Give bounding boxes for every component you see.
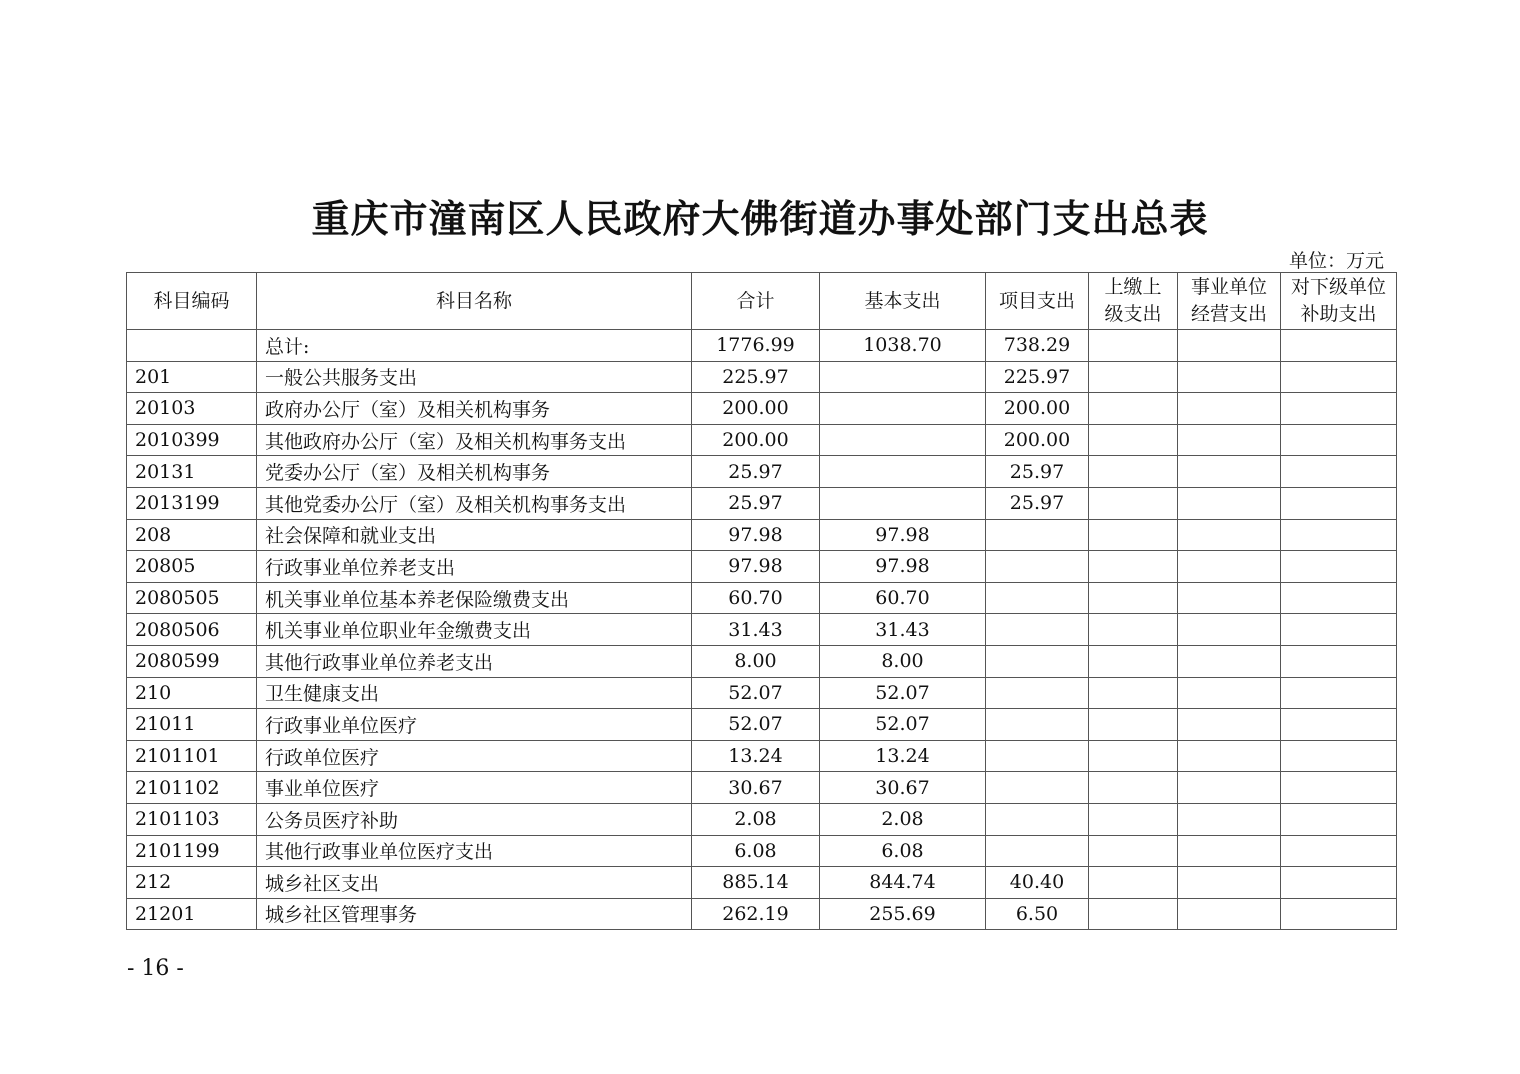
cell-name: 其他行政事业单位养老支出 bbox=[257, 645, 692, 677]
cell-basic bbox=[820, 361, 986, 393]
cell-code: 2101102 bbox=[127, 772, 257, 804]
cell-code: 210 bbox=[127, 677, 257, 709]
cell-business bbox=[1178, 772, 1281, 804]
cell-basic: 52.07 bbox=[820, 677, 986, 709]
cell-upper bbox=[1089, 424, 1178, 456]
cell-upper bbox=[1089, 614, 1178, 646]
cell-code: 2080505 bbox=[127, 582, 257, 614]
cell-subsidy bbox=[1281, 487, 1397, 519]
cell-code: 20103 bbox=[127, 393, 257, 425]
unit-label: 单位：万元 bbox=[1288, 250, 1384, 272]
table-row bbox=[127, 330, 1397, 362]
cell-name: 其他政府办公厅（室）及相关机构事务支出 bbox=[257, 424, 692, 456]
cell-subsidy bbox=[1281, 519, 1397, 551]
table-row bbox=[127, 803, 1397, 835]
cell-subsidy bbox=[1281, 740, 1397, 772]
table-row bbox=[127, 361, 1397, 393]
cell-project bbox=[986, 772, 1089, 804]
cell-business bbox=[1178, 677, 1281, 709]
header-upper: 上缴上级支出 bbox=[1089, 273, 1178, 330]
cell-code: 21201 bbox=[127, 898, 257, 930]
cell-business bbox=[1178, 898, 1281, 930]
cell-basic bbox=[820, 393, 986, 425]
cell-subsidy bbox=[1281, 614, 1397, 646]
cell-business bbox=[1178, 740, 1281, 772]
cell-upper bbox=[1089, 487, 1178, 519]
cell-upper bbox=[1089, 551, 1178, 583]
table-row bbox=[127, 740, 1397, 772]
cell-code: 2080506 bbox=[127, 614, 257, 646]
cell-total: 52.07 bbox=[692, 709, 820, 741]
table-row bbox=[127, 551, 1397, 583]
cell-business bbox=[1178, 709, 1281, 741]
cell-project bbox=[986, 677, 1089, 709]
cell-total: 13.24 bbox=[692, 740, 820, 772]
cell-total: 30.67 bbox=[692, 772, 820, 804]
cell-upper bbox=[1089, 898, 1178, 930]
cell-business bbox=[1178, 582, 1281, 614]
header-subsidy: 对下级单位补助支出 bbox=[1281, 273, 1397, 330]
cell-basic: 97.98 bbox=[820, 519, 986, 551]
cell-upper bbox=[1089, 709, 1178, 741]
table-header-row bbox=[127, 273, 1397, 330]
cell-business bbox=[1178, 424, 1281, 456]
cell-total: 262.19 bbox=[692, 898, 820, 930]
cell-upper bbox=[1089, 803, 1178, 835]
table-row bbox=[127, 709, 1397, 741]
cell-code: 2101199 bbox=[127, 835, 257, 867]
header-code: 科目编码 bbox=[127, 273, 257, 330]
cell-project: 200.00 bbox=[986, 393, 1089, 425]
cell-business bbox=[1178, 393, 1281, 425]
cell-subsidy bbox=[1281, 772, 1397, 804]
cell-total: 31.43 bbox=[692, 614, 820, 646]
cell-subsidy bbox=[1281, 330, 1397, 362]
cell-upper bbox=[1089, 330, 1178, 362]
cell-upper bbox=[1089, 867, 1178, 899]
cell-basic: 60.70 bbox=[820, 582, 986, 614]
cell-basic: 2.08 bbox=[820, 803, 986, 835]
table-row bbox=[127, 487, 1397, 519]
table-row bbox=[127, 645, 1397, 677]
cell-upper bbox=[1089, 677, 1178, 709]
cell-name: 公务员医疗补助 bbox=[257, 803, 692, 835]
cell-code: 208 bbox=[127, 519, 257, 551]
cell-subsidy bbox=[1281, 393, 1397, 425]
cell-project: 25.97 bbox=[986, 456, 1089, 488]
cell-upper bbox=[1089, 361, 1178, 393]
cell-project bbox=[986, 645, 1089, 677]
cell-subsidy bbox=[1281, 835, 1397, 867]
cell-project: 738.29 bbox=[986, 330, 1089, 362]
cell-code: 2101101 bbox=[127, 740, 257, 772]
cell-name: 城乡社区管理事务 bbox=[257, 898, 692, 930]
cell-code: 21011 bbox=[127, 709, 257, 741]
cell-project: 40.40 bbox=[986, 867, 1089, 899]
table-row bbox=[127, 519, 1397, 551]
cell-name: 总计: bbox=[257, 330, 692, 362]
cell-project: 200.00 bbox=[986, 424, 1089, 456]
cell-total: 97.98 bbox=[692, 519, 820, 551]
cell-basic bbox=[820, 487, 986, 519]
cell-total: 52.07 bbox=[692, 677, 820, 709]
cell-subsidy bbox=[1281, 677, 1397, 709]
cell-total: 25.97 bbox=[692, 487, 820, 519]
cell-subsidy bbox=[1281, 551, 1397, 583]
header-total: 合计 bbox=[692, 273, 820, 330]
header-project: 项目支出 bbox=[986, 273, 1089, 330]
cell-upper bbox=[1089, 456, 1178, 488]
cell-total: 6.08 bbox=[692, 835, 820, 867]
cell-name: 行政事业单位养老支出 bbox=[257, 551, 692, 583]
cell-business bbox=[1178, 645, 1281, 677]
header-name: 科目名称 bbox=[257, 273, 692, 330]
cell-business bbox=[1178, 614, 1281, 646]
cell-project bbox=[986, 835, 1089, 867]
cell-name: 社会保障和就业支出 bbox=[257, 519, 692, 551]
cell-business bbox=[1178, 330, 1281, 362]
cell-upper bbox=[1089, 740, 1178, 772]
expenditure-table bbox=[126, 272, 1397, 930]
cell-basic: 1038.70 bbox=[820, 330, 986, 362]
cell-basic: 8.00 bbox=[820, 645, 986, 677]
table-row bbox=[127, 835, 1397, 867]
cell-total: 97.98 bbox=[692, 551, 820, 583]
cell-basic: 30.67 bbox=[820, 772, 986, 804]
cell-subsidy bbox=[1281, 709, 1397, 741]
page-title: 重庆市潼南区人民政府大佛街道办事处部门支出总表 bbox=[311, 196, 1209, 241]
table-row bbox=[127, 582, 1397, 614]
cell-subsidy bbox=[1281, 456, 1397, 488]
cell-business bbox=[1178, 835, 1281, 867]
cell-upper bbox=[1089, 519, 1178, 551]
cell-business bbox=[1178, 361, 1281, 393]
cell-upper bbox=[1089, 835, 1178, 867]
table-row bbox=[127, 867, 1397, 899]
cell-code: 201 bbox=[127, 361, 257, 393]
cell-name: 党委办公厅（室）及相关机构事务 bbox=[257, 456, 692, 488]
cell-name: 行政事业单位医疗 bbox=[257, 709, 692, 741]
cell-code bbox=[127, 330, 257, 362]
cell-upper bbox=[1089, 645, 1178, 677]
table-row bbox=[127, 393, 1397, 425]
cell-name: 其他行政事业单位医疗支出 bbox=[257, 835, 692, 867]
cell-basic: 31.43 bbox=[820, 614, 986, 646]
cell-total: 60.70 bbox=[692, 582, 820, 614]
cell-basic: 97.98 bbox=[820, 551, 986, 583]
cell-upper bbox=[1089, 772, 1178, 804]
cell-name: 行政单位医疗 bbox=[257, 740, 692, 772]
table-row bbox=[127, 614, 1397, 646]
cell-project bbox=[986, 614, 1089, 646]
cell-name: 机关事业单位职业年金缴费支出 bbox=[257, 614, 692, 646]
cell-project bbox=[986, 803, 1089, 835]
cell-total: 885.14 bbox=[692, 867, 820, 899]
cell-total: 1776.99 bbox=[692, 330, 820, 362]
cell-upper bbox=[1089, 582, 1178, 614]
cell-subsidy bbox=[1281, 361, 1397, 393]
cell-business bbox=[1178, 519, 1281, 551]
cell-total: 225.97 bbox=[692, 361, 820, 393]
cell-code: 212 bbox=[127, 867, 257, 899]
cell-project: 6.50 bbox=[986, 898, 1089, 930]
cell-name: 一般公共服务支出 bbox=[257, 361, 692, 393]
cell-name: 政府办公厅（室）及相关机构事务 bbox=[257, 393, 692, 425]
cell-name: 事业单位医疗 bbox=[257, 772, 692, 804]
cell-name: 机关事业单位基本养老保险缴费支出 bbox=[257, 582, 692, 614]
cell-business bbox=[1178, 867, 1281, 899]
cell-total: 25.97 bbox=[692, 456, 820, 488]
cell-upper bbox=[1089, 393, 1178, 425]
cell-project bbox=[986, 709, 1089, 741]
cell-business bbox=[1178, 487, 1281, 519]
header-business: 事业单位经营支出 bbox=[1178, 273, 1281, 330]
cell-basic: 844.74 bbox=[820, 867, 986, 899]
cell-basic bbox=[820, 424, 986, 456]
cell-project: 225.97 bbox=[986, 361, 1089, 393]
page-number: - 16 - bbox=[127, 956, 184, 981]
cell-basic: 255.69 bbox=[820, 898, 986, 930]
table-body bbox=[127, 330, 1397, 930]
cell-subsidy bbox=[1281, 898, 1397, 930]
cell-subsidy bbox=[1281, 424, 1397, 456]
cell-code: 2080599 bbox=[127, 645, 257, 677]
cell-basic bbox=[820, 456, 986, 488]
cell-business bbox=[1178, 551, 1281, 583]
cell-code: 20805 bbox=[127, 551, 257, 583]
table-row bbox=[127, 424, 1397, 456]
cell-total: 200.00 bbox=[692, 393, 820, 425]
cell-project bbox=[986, 519, 1089, 551]
cell-business bbox=[1178, 456, 1281, 488]
cell-business bbox=[1178, 803, 1281, 835]
cell-total: 8.00 bbox=[692, 645, 820, 677]
cell-code: 20131 bbox=[127, 456, 257, 488]
cell-project: 25.97 bbox=[986, 487, 1089, 519]
cell-name: 城乡社区支出 bbox=[257, 867, 692, 899]
cell-subsidy bbox=[1281, 582, 1397, 614]
cell-name: 卫生健康支出 bbox=[257, 677, 692, 709]
table-row bbox=[127, 772, 1397, 804]
table-row bbox=[127, 456, 1397, 488]
cell-name: 其他党委办公厅（室）及相关机构事务支出 bbox=[257, 487, 692, 519]
cell-basic: 13.24 bbox=[820, 740, 986, 772]
cell-basic: 52.07 bbox=[820, 709, 986, 741]
header-basic: 基本支出 bbox=[820, 273, 986, 330]
cell-project bbox=[986, 582, 1089, 614]
cell-code: 2101103 bbox=[127, 803, 257, 835]
cell-project bbox=[986, 740, 1089, 772]
cell-basic: 6.08 bbox=[820, 835, 986, 867]
cell-total: 2.08 bbox=[692, 803, 820, 835]
cell-code: 2013199 bbox=[127, 487, 257, 519]
cell-total: 200.00 bbox=[692, 424, 820, 456]
cell-subsidy bbox=[1281, 867, 1397, 899]
cell-subsidy bbox=[1281, 803, 1397, 835]
cell-subsidy bbox=[1281, 645, 1397, 677]
cell-code: 2010399 bbox=[127, 424, 257, 456]
table-row bbox=[127, 898, 1397, 930]
table-row bbox=[127, 677, 1397, 709]
cell-project bbox=[986, 551, 1089, 583]
